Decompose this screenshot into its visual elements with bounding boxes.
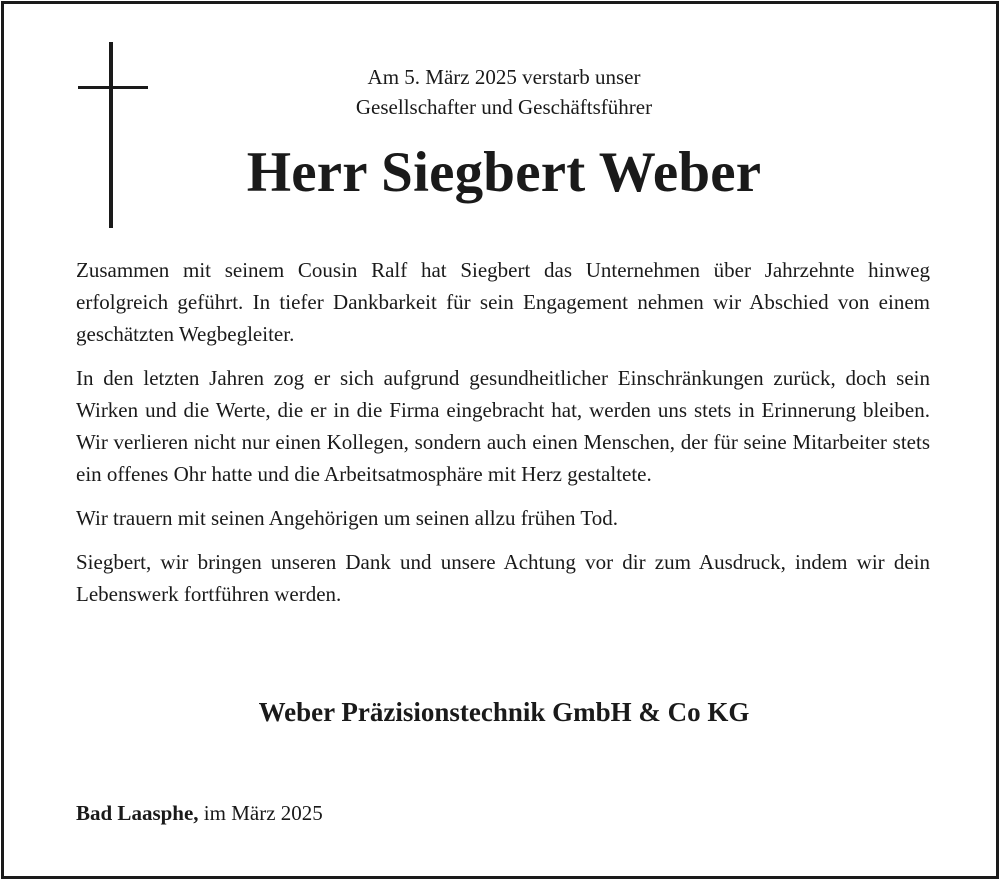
paragraph-1: Zusammen mit seinem Cousin Ralf hat Siegbert das Unternehmen über Jahrzehnte hinweg erfolgreich geführt. In tiefer Dankbarkeit für sein Engagement nehmen wir Abschied von einem geschätzten Wegbegleiter. xyxy=(76,258,930,346)
cross-horizontal-bar xyxy=(78,86,148,89)
footer-place-date xyxy=(76,798,323,828)
body-text xyxy=(76,254,930,622)
paragraph-3: Wir trauern mit seinen Angehörigen um seinen allzu frühen Tod. xyxy=(76,506,618,530)
intro-text xyxy=(154,62,854,122)
paragraph-2: In den letzten Jahren zog er sich aufgrund gesundheitlicher Einschränkungen zurück, doch sein Wirken und die Werte, die er in die Firma eingebracht hat, werden uns stets in Erinnerung bleiben. Wir verlieren nicht nur einen Kollegen, sondern auch einen Menschen, der für seine Mitarbeiter stets ein offenes Ohr hatte und die Arbeitsatmosphäre mit Herz gestaltete. xyxy=(76,366,930,486)
paragraph-4: Siegbert, wir bringen unseren Dank und unsere Achtung vor dir zum Ausdruck, indem wir dein Lebenswerk fortführen werden. xyxy=(76,550,930,606)
intro-line-1: Am 5. März 2025 verstarb unser xyxy=(367,65,641,89)
footer-place: Bad Laasphe, xyxy=(76,801,199,825)
footer-date: im März 2025 xyxy=(198,801,323,825)
company-name: Weber Präzisionstechnik GmbH & Co KG xyxy=(258,697,750,727)
intro-line-2: Gesellschafter und Geschäftsführer xyxy=(355,95,653,119)
deceased-name: Herr Siegbert Weber xyxy=(246,141,762,204)
obituary-notice xyxy=(1,1,999,879)
